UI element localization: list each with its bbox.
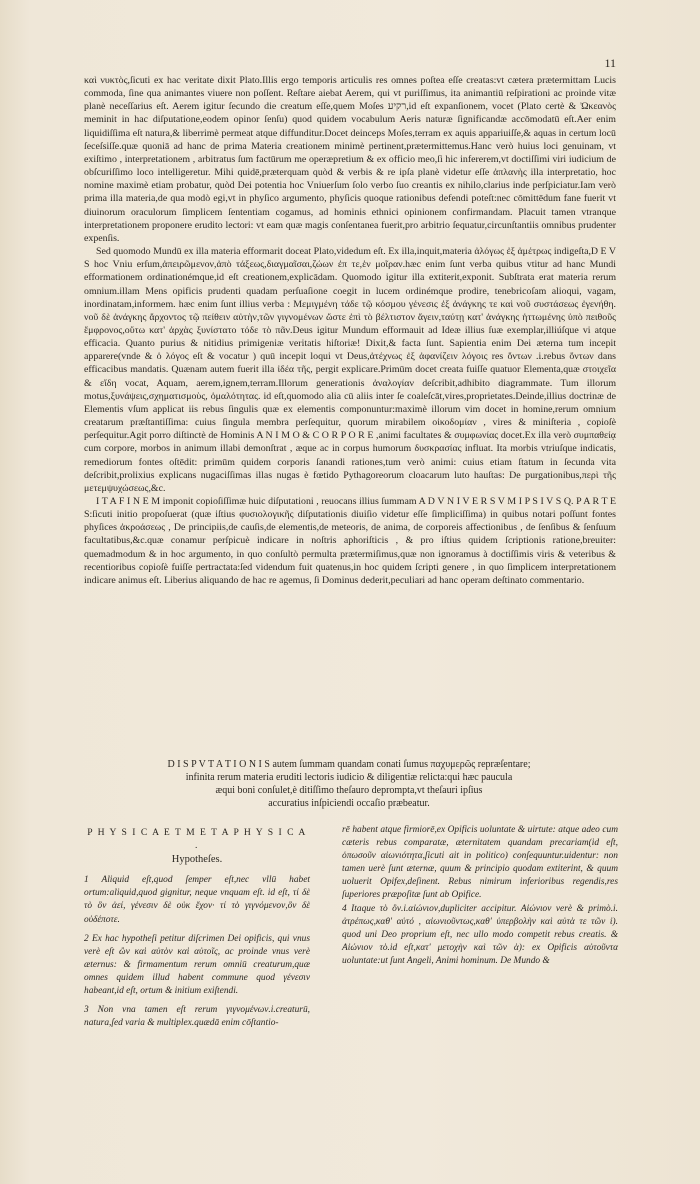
- hypotheses-right-column: [342, 824, 618, 968]
- main-text: [84, 74, 616, 587]
- section-subheading: Hypotheſes.: [171, 854, 223, 866]
- hypothesis-item: 1 Aliquid eſt,quod ſemper eſt,nec vllū habet ortum:aliquid,quod gignitur, neque vnquam eſt. id eſt, τί δὲ τὸ ὂν ἀεί, γένεσιν δὲ οὐκ ἔχον· τί τὸ γιγνόμενον,ὂν δὲ οὐδέποτε.: [84, 875, 310, 925]
- page-number: 11: [604, 56, 616, 70]
- hypothesis-item: 3 Non vna tamen eſt rerum γιγνομένων.i.creaturū, natura,ſed varia & multiplex.quædā enim cōſtantio-: [84, 1005, 310, 1029]
- note-line: infinita rerum materia eruditi lectoris iudicio & diligentiæ relicta:qui hæc paucula: [185, 772, 513, 783]
- section-heading: P H Y S I C A E T M E T A P H Y S I C A .: [87, 827, 307, 852]
- note-line: D I S P V T A T I O N I S autem ſummam quandam conati ſumus παχυμερῶς repræſentare;: [167, 759, 531, 770]
- hypothesis-item: 2 Ex hac hypotheſi petitur diſcrimen Dei opificis, qui vnus verè eſt ὢν καὶ αὐτὸν καὶ αὐτοῖς, ac proinde vnus verè æternus: & firmamentum rerum omniū creaturum,quæ omnes quidem illud habent commune quod γένεσιν habeant,id eſt, ortum & initium exiſtendi.: [84, 933, 310, 997]
- right-column-text: rē habent atque firmiorē,ex Opificis uoluntate & uirtute: atque adeo cum cæteris rebus comparatæ, æternitatem quandam precariam(id eſt, ὁπωσοῦν αἰωνιότητα,ſicuti ait in politico) conſequuntur.uidentur: non tamen uerè ſunt æternæ, quum & principio quodam extiterint, & quum uoluerit Opifex,deſinent. Rebus nimirum inferioribus regendis,res ſuperiores præpoſitæ ſunt ab Opifice. 4 Itaque τὸ ὂν.i.αἰώνιον,dupliciter accipitur. Αἰώνιον verè & primò.i. ἀτρέπως,καθ' αὑτό , αἰωνιοῦντως,καθ' ὑπερβολὴν καὶ αὐτὰ τε τῶν ἰ). quod uni Deo proprium eſt, nec ullo modo competit rebus creatis. & Αἰώνιον τὸ.id eſt,κατ' μετοχὴν καὶ τῶν ὰ): ex Opificis αὐτοῦντα uoluntate:ut ſunt Angeli, Animi hominum. De Mundo &: [342, 825, 618, 966]
- paragraph-world-formation: Sed quomodo Mundū ex illa materia efformarit doceat Plato,videdum eſt. Ex illa,inquit,materia ἀλόγως ἐξ ἀμέτρως indigeſta,D E V S hoc Vniu erſum,ἀπειρῶμενον,ἀπὸ τάξεως,διαγμαῖσαι,ζώων ἐπ τε,ἑν μοῖραν.hæc enim ſunt verba quibus vtitur ad hanc Mundi efformationem ordinationémque,id eſt creationem,explicādam. Quomodo igitur illa extiterit,exponit. Subſtrata erat materia rerum omnium.illam Mens opificis prudenti quadam perſuaſione coegit in lucem ordinémque prodire, tenebricoſam alioqui, vagam, inordinatam,informem. hæc enim ſunt illius verba : Μεμιγμένη τάδε τῷ κόσμου γένεσις ἐξ ἀνάγκης τε καὶ νοῦ συστάσεως ἐγενήθη. νοῦ δὲ ἀνάγκης ἄρχοντος τῷ πείθειν αὐτὴν,τῶν γιγνομένων ὥστε ἐπὶ τὸ βέλτιστον ἄγειν,ταύτῃ κατ' ἀνάγκης ἡττωμένης ὑπὸ πειθοῦς ἔμφρονος,οὕτω κατ' ἀρχὰς ξυνίστατο τόδε τὸ πᾶν.Deus igitur Mundum efformauit ad Ideæ illius ſuæ exemplar,illiúſque vi atque efficacia. Quanto purius & nitidius primigeniæ veritatis hiſtoriæ! Dixit,& facta ſunt. Sapientia enim Dei æterna tum incepit apparere(vnde & ὁ λόγος eſt & vocatur ) quū incepit loqui vt Deus,ἀτέχνως ἐξ ἀφανίζειν λόγοις res ὄντων .i.rebus ὄντων dans efficacibus mandatis. Quænam autem fuerit illa ἰδέα τῆς, pergit explicare.Primūm docet creata fuiſſe quatuor Elementa,quæ στοιχεῖα & εἴδη vocat, Aquam, aerem,ignem,terram.Illorum generationis ἀναλογίαν deſcribit,adhibito diagrammate. Tum illorum motus,ξυνάψεις,σχηματισμοὺς, ὁμαλότητας. id eſt,quomodo alia cū aliis inter ſe coaleſcāt,vires,proprietates.Deinde,illius doctrinæ de Elementis vſum applicat iis rebus ſingulis quæ ex elementis componuntur:maximè illorum vim docet in homine,rerum omnium creatarum præſtantiſſima: cuius ſingula membra perſequitur, quorum mirabilem οἰκοδομίαν , vires & miniſteria , copioſè perſequitur.Agit porro diſtinctè de Hominis A N I M O & C O R P O R E ,animi facultates & συμφωνίας docet.Ex illa verò συμπαθείᾳ cum corpore, morbos in animum illabi demonſtrat , æque ac in corpus humorum δυσκρασίας influat. Ita morbis vtriuſque indicatis, remediorum fontes oſtēdit: primūm quidem corporis ſanandi rationes,tum verò animi: cuius etiam ſtatum in ſecunda vita deſcribit,prolixius explicans nugaciſſimas illas nugas è fœtido Pythagoreorum cloacarum luto hauſtas: De purgationibus,περὶ τῆς μετεμψυχώσεως,&c.: [84, 246, 616, 494]
- note-line: accuratius inſpiciendi occaſio præbeatur.: [268, 798, 430, 809]
- paragraph-creation: καὶ νυκτὸς,ſicuti ex hac veritate dixit Plato.Illis ergo temporis articulis res omnes poſtea eſſe creatas:vt cætera prætermittam Lucis commoda, ſine qua animantes viuere non poſſent. Reſtare aiebat Aerem, qui vt puriſſimus, ita animantiū reſpirationi ac proinde vitæ planè neceſſarius eſt. Aerem igitur ſecundo die creatum eſſe,quem Moſes רקיע,id eſt expanſionem, vocet (Plato certè & Ὠκεανὸς meminit in hac diſputatione,eodem opinor ſenſu) quod quidem vocabulum Aeris naturæ ſignificandæ accōmodatū eſt.Aer enim liquidiſſima eſt natura,& liberrimè permeat atque diffunditur.Docet deinceps Moſes,terram ex aquis appariuiſſe,& aquas in certum locū ſeceſsiſſe.quæ quoniā ad hanc de prima Materia creationem minimè pertinent,prætermittemus.Hanc verò huius loci genuinam, vt exiſtimo , interpretationem , arbitratus ſum factūrum me operæpretium & ex officio meo,ſi hic infererem,vt doctiſſimi viri iudicium de obſcuriſſimo loco intelligeretur. Mihi quidē,præterquam quòd & verbis & re ipſa planè videtur eſſe ἀπλανὴς illa interpretatio, hoc nomine maximè etiam probatur, quòd Dei potentia hoc Vniuerſum ſolo verbo ſuo creantis ex nihilo,clarius inde perſpiciatur.Iam verò prima illa materia,de qua modò egi,vt in phyſico argumento, phyſicis quoque rationibus defendi poteſt:nec cōmittēdum fane fuerit vt diuinorum oraculorum ſimplicem ſententiam cogamus, ad hominis ethnici opinionem confirmandam. Placuit tamen vtranque interpretationem proponere erudito lectori: vt eam quæ magis conſentanea fuerit,pro arbitrio ſequatur,circunſtantiis omnibus prudenter expenſis.: [84, 75, 616, 244]
- hypotheses-left-column: [84, 826, 310, 1036]
- note-line: æqui boni conſulet,è ditiſſimo theſauro deprompta,vt theſauri ipſius: [215, 785, 483, 796]
- paragraph-conclusion: I T A F I N E M imponit copioſiſſimæ huic diſputationi , reuocans illius ſummam A D V N I V E R S V M I P S I V S Q. P A R T E S:ſicuti initio propoſuerat (quæ iſtius φυσιολογικῆς diſputationis diuiſio videtur eſſe ſimpliciſſima) in quibus notari poſſunt fontes phyſices ἀκροάσεως , De principiis,de cauſis,de elementis,de meteoris, de anima, de corporeis affectionibus , de ſenſibus & ſenſuum facultatibus,&c.quæ conamur perſpicuè indicare in noſtris aphoriſticis , & pro iſtius quidem ſcriptionis ratione,breuiter: quemadmodum & in hoc argumento, in quo conſultò permulta prætermiſimus,quæ non ignoramus à doctiſſimis viris & veteribus & recentioribus copioſè fuiſſe pertractata:ſed videndum fuit quatenus,in hoc quidem ſcripti genere , in quo ſimplicem interpretationem indicare animus eſt. Liberius aliquando de hac re agemus, ſi Dominus dederit,peculiari ad hanc operam deſtinato commentario.: [84, 496, 616, 586]
- disputationis-note: [118, 758, 580, 810]
